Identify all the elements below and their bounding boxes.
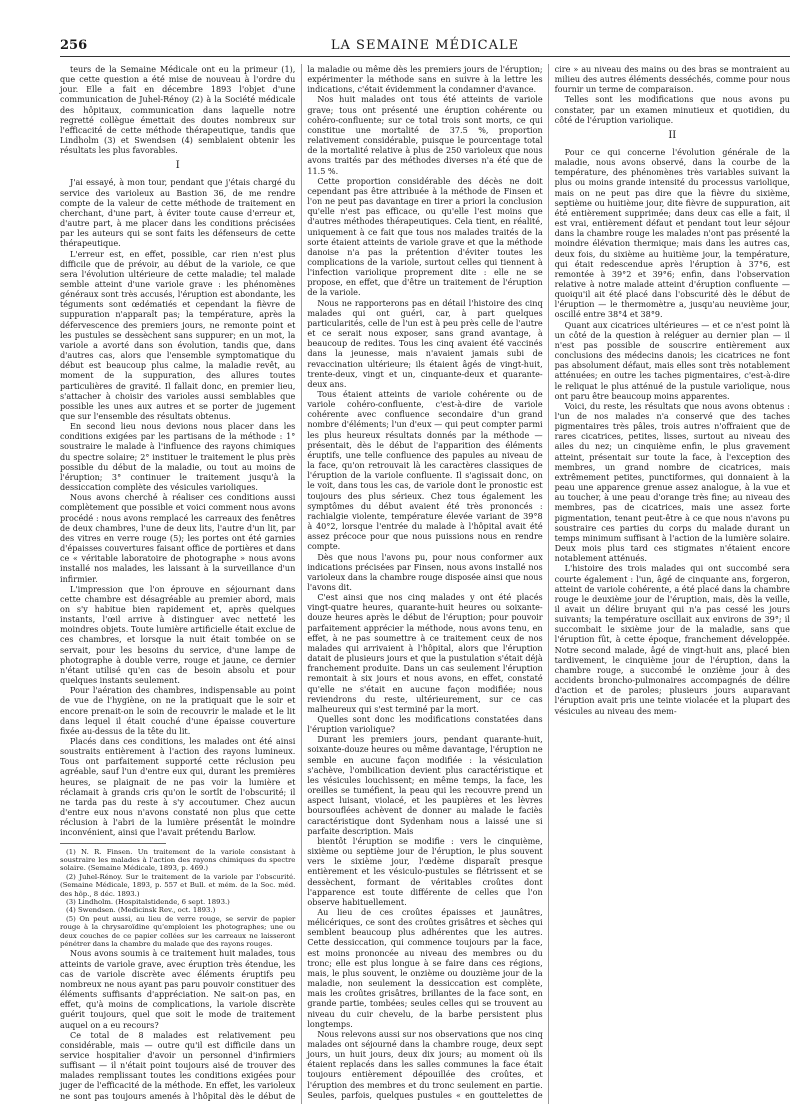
paragraph: Quant aux cicatrices ultérieures — et ce n'est point là un côté de la question à reléguer au dernier plan — il n'est pas possible de souscrire entièrement aux conclusions des médecins danois; les cicatrices ne font pas absolument défaut, mais elles sont très notablement atténuées; en outre les taches pigmentaires, c'est-à-dire le reliquat le plus atténué de la pustule variolique, nous ont paru être beaucoup moins apparentes. <box>554 319 790 401</box>
paragraph: L'impression que l'on éprouve en séjournant dans cette chambre est désagréable au premier abord, mais on s'y habitue bien rapidement et, après quelques instants, l'œil arrive à distinguer avec netteté les moindres objets. Toute lumière artificielle était exclue de ces chambres, et lorsque la nuit était tombée on se servait, pour les besoins du service, d'une lampe de photographe à double verre, rouge et jaune, ce dernier n'étant utilisé qu'en cas de besoin absolu et pour quelques instants seulement. <box>60 583 296 686</box>
paragraph: Pour ce qui concerne l'évolution générale de la maladie, nous avons observé, dans la courbe de la température, des phénomènes très variables suivant la plus ou moins grande intensité du processus variolique, mais on ne peut pas dire que la fièvre du sixième, septième ou huitième jour, dite fièvre de suppuration, ait été entièrement supprimée; dans deux cas elle a fait, il est vrai, entièrement défaut et pendant tout leur séjour dans la chambre rouge les malades n'ont pas présenté la moindre élévation thermique; mais dans les autres cas, deux fois, du sixième au huitième jour, la température, qui était redescendue après l'éruption à 37°6, est remontée à 39°2 et 39°6; enfin, dans l'observation relative à notre malade atteint d'éruption confluente — quoiqu'il ait été placé dans l'obscurité dès le début de l'éruption — le thermomètre a, jusqu'au neuvième jour, oscillé entre 38°4 et 38°9. <box>554 146 790 320</box>
paragraph: Durant les premiers jours, pendant quarante-huit, soixante-douze heures ou même davantage, l'éruption ne semble en aucune façon modifiée : la vésiculation s'achève, l'ombilication devient plus caractéristique et les vésicules louchissent; en même temps, la face, les oreilles se tuméfient, la peau qui les recouvre prend un aspect luisant, violacé, et les paupières et les lèvres boursouflées achèvent de donner au malade le faciès caractéristique dont Sydenham nous a laissé une si parfaite description. Mais <box>307 734 543 836</box>
paragraph: C'est ainsi que nos cinq malades y ont été placés vingt-quatre heures, quarante-huit heures ou soixante-douze heures après le début de l'éruption; pour pouvoir parfaitement apprécier la méthode, nous avons tenu, en effet, à ne pas soumettre à ce traitement ceux de nos malades qui arrivaient à l'hôpital, alors que l'éruption datait de plusieurs jours et que la pustulation s'était déjà franchement produite. Dans un cas seulement l'éruption remontait à six jours et nous avons, en effet, constaté qu'elle ne s'était en aucune façon modifiée; nous reviendrons du reste, ultérieurement, sur ce cas malheureux qui s'est terminé par la mort. <box>307 592 543 714</box>
page-header <box>60 36 790 57</box>
footnote: (4) Swendsen. (Medicinsk Rev., oct. 1893.) <box>66 906 216 915</box>
footnote: (1) N. R. Finsen. Un traitement de la variole consistant à soustraire les malades à l'action des rayons chimiques du spectre solaire. (Semaine Médicale, 1893, p. 469.) <box>60 847 296 873</box>
paragraph: Cette proportion considérable des décès ne doit cependant pas être attribuée à la méthode de Finsen et l'on ne peut pas davantage en tirer a priori la conclusion qu'elle n'est pas efficace, ou qu'elle l'est moins que d'autres méthodes thérapeutiques. Cela tient, en réalité, uniquement à ce fait que tous nos malades traités de la sorte étaient atteints de variole grave et que la méthode danoise n'a pas la prétention d'éviter toutes les complications de la variole, surtout celles qui tiennent à l'infection variolique proprement dite : elle ne se propose, en effet, que d'être un traitement de l'éruption de la variole. <box>307 175 543 298</box>
paragraph: teurs de la Semaine Médicale ont eu la primeur (1), que cette question a été mise de nouveau à l'ordre du jour. Elle a fait en décembre 1893 l'objet d'une communication de Juhel-Rénoy (2) à la Société médicale des hôpitaux, communication dans laquelle notre regretté collègue émettait des doutes nombreux sur l'efficacité de cette méthode thérapeutique, tandis que Lindholm (3) et Swendsen (4) semblaient obtenir les résultats les plus favorables. <box>60 64 296 156</box>
paragraph: En second lieu nous devions nous placer dans les conditions exigées par les partisans de la méthode : 1° soustraire le malade à l'influence des rayons chimiques du spectre solaire; 2° instituer le traitement le plus près possible du début de la maladie, ou tout au moins de l'éruption; 3° continuer le traitement jusqu'à la dessiccation complète des vésicules varioliques. <box>60 421 296 493</box>
paragraph: Dès que nous l'avons pu, pour nous conformer aux indications précisées par Finsen, nous avons installé nos varioleux dans la chambre rouge disposée ainsi que nous l'avons dit. <box>307 551 543 592</box>
section-heading-i: I <box>175 160 180 172</box>
section-heading-ii: II <box>668 129 677 141</box>
paragraph: Nous relevons aussi sur nos observations que nos cinq malades ont séjourné dans la chambre rouge, deux sept jours, un huit jours, deux dix jours; au moment où ils étaient replacés dans les salles communes la face était toujours entièrement dépouillée des croûtes, et l'éruption des membres et du tronc seulement en partie. Seules, parfois, quelques pustules « en gouttelettes de cire » au niveau des mains ou des bras se montraient au milieu des autres éléments desséchés, comme pour nous fournir un terme de comparaison. <box>307 64 790 1100</box>
paragraph: Nous ne rapporterons pas en détail l'histoire des cinq malades qui ont guéri, car, à part quelques particularités, celle de l'un est à peu près celle de l'autre et ce serait nous exposer, sans grand avantage, à beaucoup de redites. Tous les cinq avaient été vaccinés dans la jeunesse, mais n'avaient jamais subi de revaccination ultérieure; ils étaient âgés de vingt-huit, trente-deux, vingt et un, cinquante-deux et quarante-deux ans. <box>307 297 543 389</box>
paragraph: Quelles sont donc les modifications constatées dans l'éruption variolique? <box>307 714 543 735</box>
footnote-divider <box>60 843 166 844</box>
paragraph: Ce total de 8 malades est relativement peu considérable, mais — outre qu'il est difficile dans un service hospitalier d'avoir un personnel d'infirmiers suffisant — il n'était point toujours aisé de trouver des malades remplissant toutes les conditions exigées pour juger de l'efficacité de la méthode. En effet, les varioleux ne sont pas toujours amenés à l'hôpital dès le début de la maladie ou même dès les premiers jours de l'éruption; expérimenter la méthode sans en suivre à la lettre les indications, c'était évidemment la condamner d'avance. <box>60 64 543 1101</box>
paragraph: L'erreur est, en effet, possible, car rien n'est plus difficile que de prévoir, au début de la variole, ce que sera l'évolution ultérieure de cette maladie; tel malade semble atteint d'une variole grave : les phénomènes généraux sont très accusés, l'éruption est abondante, les téguments sont œdématiés et cependant la fièvre de suppuration n'apparaît pas; la température, après la défervescence des premiers jours, ne remonte point et les pustules se dessèchent sans suppurer; en un mot, la variole a avorté dans son évolution, tandis que, dans d'autres cas, alors que l'ensemble symptomatique du début est beaucoup plus calme, la maladie revêt, au moment de la suppuration, des allures toutes particulières de gravité. Il fallait donc, en premier lieu, s'attacher à choisir des varioles aussi semblables que possible les unes aux autres et se porter de jugement que sur l'ensemble des résultats obtenus. <box>60 248 296 421</box>
footnote: (2) Juhel-Rénoy. Sur le traitement de la variole par l'obscurité. (Semaine Médicale, 1893, p. 557 et Bull. et mém. de la Soc. méd. des hôp., 8 déc. 1893.) <box>60 872 296 898</box>
paragraph: Tous étaient atteints de variole cohérente ou de variole cohéro-confluente, c'est-à-dire de variole cohérente avec confluence secondaire d'un grand nombre d'éléments; l'un d'eux — qui peut compter parmi les plus heureux résultats donnés par la méthode — présentait, dès le début de l'apparition des éléments éruptifs, une telle confluence des papules au niveau de la face, qu'on retrouvait là les caractères classiques de l'éruption de la variole confluente. Il s'agissait donc, on le voit, dans tous les cas, de variole dont le pronostic est toujours des plus sérieux. Chez tous également les symptômes du début avaient été très prononcés : rachialgie violente, température élevée variant de 39°8 à 40°2, lorsque l'entrée du malade à l'hôpital avait été assez précoce pour que nous puissions nous en rendre compte. <box>307 389 543 552</box>
paragraph: J'ai essayé, à mon tour, pendant que j'étais chargé du service des varioleux au Bastion 36, de me rendre compte de la valeur de cette méthode de traitement en cherchant, d'une part, à éviter toute cause d'erreur et, d'autre part, à me placer dans les conditions précisées par les auteurs qui se sont faits les défenseurs de cette thérapeutique. <box>60 177 296 249</box>
paragraph: Nous avons soumis à ce traitement huit malades, tous atteints de variole grave, avec éruption très étendue, les cas de variole discrète avec éléments éruptifs peu nombreux ne nous ayant pas paru pouvoir constituer des éléments suffisants d'appréciation. Ne sait-on pas, en effet, qu'à moins de complications, la variole discrète guérit toujours, quel que soit le mode de traitement auquel on a eu recours? <box>60 948 296 1030</box>
footnote: (5) On peut aussi, au lieu de verre rouge, se servir de papier rouge à la chrysaroïdine qu'emploient les photographes; une ou deux couches de ce papier collées sur les carreaux ne laisseront pénétrer dans la chambre du malade que des rayons rouges. <box>60 914 296 949</box>
page-number: 256 <box>60 38 88 53</box>
paragraph: Nos huit malades ont tous été atteints de variole grave; tous ont présenté une éruption cohérente ou cohéro-confluente; sur ce total trois sont morts, ce qui constitue une mortalité de 37.5 %, proportion relativement considérable, puisque le pourcentage total de la mortalité relative à plus de 250 varioleux que nous avons traités par des méthodes diverses n'a été que de 11.5 %. <box>307 94 543 176</box>
footnote: (3) Lindholm. (Hospitalstidende, 6 sept. 1893.) <box>66 898 230 906</box>
paragraph: Placés dans ces conditions, les malades ont été ainsi soustraits entièrement à l'action des rayons lumineux. Tous ont parfaitement supporté cette réclusion peu agréable, sauf l'un d'entre eux qui, durant les premières heures, se plaignait de ne pas voir la lumière et réclamait à grands cris qu'on le sortît de l'obscurité; il ne tarda pas du reste à s'y accoutumer. Chez aucun d'entre eux nous n'avons constaté non plus que cette réclusion à l'abri de la lumière présentât le moindre inconvénient, ainsi que l'avait prétendu Barlow. <box>60 736 296 838</box>
paragraph: L'histoire des trois malades qui ont succombé sera courte également : l'un, âgé de cinquante ans, forgeron, atteint de variole cohérente, a été placé dans la chambre rouge le deuxième jour de l'éruption, mais, dès la veille, il avait un délire bruyant qui n'a pas cessé les jours suivants; la température oscillait aux environs de 39°; il succombait le sixième jour de la maladie, sans que l'éruption fût, à cette époque, franchement développée. Notre second malade, âgé de vingt-huit ans, placé bien tardivement, le cinquième jour de l'éruption, dans la chambre rouge, a succombé le onzième jour à des accidents broncho-pulmonaires accompagnés de délire d'action et de paroles; plusieurs jours auparavant l'éruption avait pris une teinte violacée et la plupart des vésicules au niveau des mem- <box>554 563 790 716</box>
paragraph: Telles sont les modifications que nous avons pu constater, par un examen minutieux et quotidien, du côté de l'éruption variolique. <box>554 94 790 125</box>
paragraph: Nous avons cherché à réaliser ces conditions aussi complètement que possible et voici comment nous avons procédé : nous avons remplacé les carreaux des fenêtres de deux chambres, l'une de deux lits, l'autre d'un lit, par des vitres en verre rouge (5); les portes ont été garnies d'épaisses couvertures faisant office de portières et dans ce « véritable laboratoire de photographe » nous avons installé nos malades, les laissant à la surveillance d'un infirmier. <box>60 492 296 584</box>
article-body <box>60 64 790 1104</box>
paragraph: Pour l'aération des chambres, indispensable au point de vue de l'hygiène, on ne la pratiquait que le soir et encore prenait-on le soin de recouvrir le malade et le lit dans lequel il était couché d'une épaisse couverture fixée au-dessus de la tête du lit. <box>60 685 296 736</box>
paragraph: Voici, du reste, les résultats que nous avons obtenus : l'un de nos malades n'a conservé que des taches pigmentaires très pâles, trois autres n'offraient que de rares cicatrices, petites, lisses, surtout au niveau des ailes du nez; un cinquième enfin, le plus gravement atteint, présentait sur toute la face, à l'exception des membres, un grand nombre de cicatrices, mais extrêmement petites, punctiformes, qui donnaient à la peau une apparence grenue assez analogue, à la vue et au toucher, à une peau d'orange très fine; au niveau des membres, pas de cicatrices, mais une assez forte pigmentation, tenant peut-être à ce que nous n'avons pu soustraire ces parties du corps du malade durant un temps minimum suffisant à l'action de la lumière solaire. Deux mois plus tard ces stigmates n'étaient encore notablement atténués. <box>554 400 790 564</box>
paragraph: Au lieu de ces croûtes épaisses et jaunâtres, mélicériques, ce sont des croûtes grisâtres et sèches qui semblent beaucoup plus adhérentes que les autres. Cette dessiccation, qui commence toujours par la face, est moins prononcée au niveau des membres ou du tronc; elle est plus longue à se faire dans ces régions, mais, le plus souvent, le onzième ou douzième jour de la maladie, non seulement la dessiccation est complète, mais les croûtes grisâtres, brillantes de la face sont, en grande partie, tombées; seules celles qui se trouvent au niveau du cuir chevelu, de la barbe persistent plus longtemps. <box>307 906 543 1029</box>
paragraph: bientôt l'éruption se modifie : vers le cinquième, sixième ou septième jour de l'éruption, le plus souvent vers le sixième jour, l'œdème disparaît presque entièrement et les vésiculo-pustules se flétrissent et se dessèchent, formant de véritables croûtes dont l'apparence est toute différente de celles que l'on observe habituellement. <box>307 835 543 907</box>
journal-title: LA SEMAINE MÉDICALE <box>330 38 520 53</box>
